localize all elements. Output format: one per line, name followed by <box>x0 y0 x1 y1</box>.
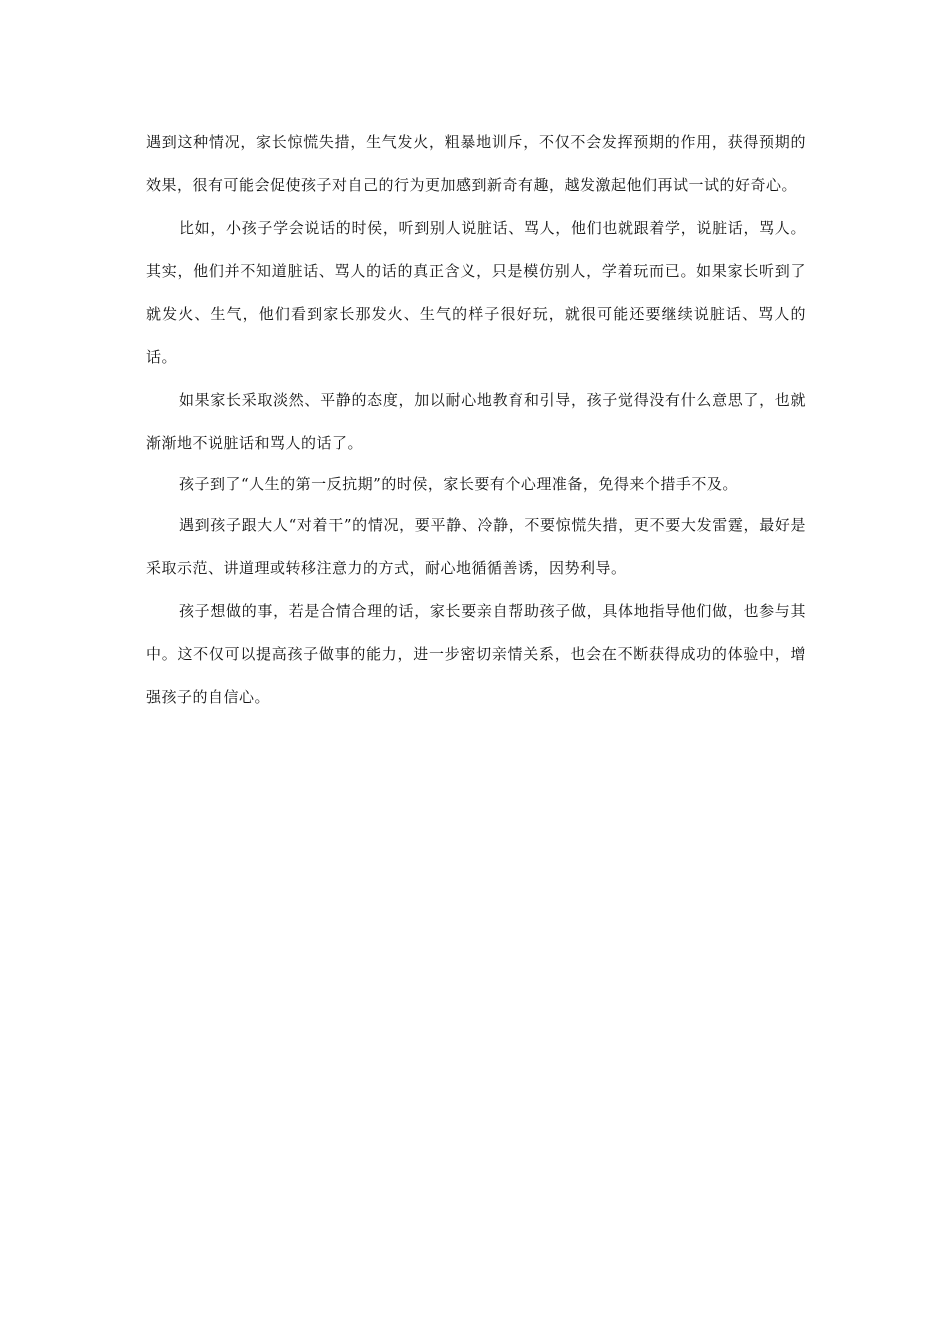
paragraph-4: 孩子到了“人生的第一反抗期”的时侯，家长要有个心理准备，免得来个措手不及。 <box>179 475 738 493</box>
paragraph-1: 遇到这种情况，家长惊慌失措，生气发火，粗暴地训斥，不仅不会发挥预期的作用，获得预期的效果，很有可能会促使孩子对自己的行为更加感到新奇有趣，越发激起他们再试一试的好奇心。 <box>146 133 806 194</box>
paragraph-5: 遇到孩子跟大人“对着干”的情况，要平静、冷静，不要惊慌失措，更不要大发雷霆，最好是采取示范、讲道理或转移注意力的方式，耐心地循循善诱，因势利导。 <box>146 516 806 577</box>
document-body <box>146 121 806 719</box>
paragraph-3: 如果家长采取淡然、平静的态度，加以耐心地教育和引导，孩子觉得没有什么意思了，也就渐渐地不说脏话和骂人的话了。 <box>146 391 806 452</box>
paragraph-2: 比如，小孩子学会说话的时侯，听到别人说脏话、骂人，他们也就跟着学，说脏话，骂人。其实，他们并不知道脏话、骂人的话的真正含义，只是模仿别人，学着玩而已。如果家长听到了就发火、生气，他们看到家长那发火、生气的样子很好玩，就很可能还要继续说脏话、骂人的话。 <box>146 219 806 366</box>
paragraph-6: 孩子想做的事，若是合情合理的话，家长要亲自帮助孩子做，具体地指导他们做，也参与其中。这不仅可以提高孩子做事的能力，进一步密切亲情关系，也会在不断获得成功的体验中，增强孩子的自信心。 <box>146 602 806 706</box>
